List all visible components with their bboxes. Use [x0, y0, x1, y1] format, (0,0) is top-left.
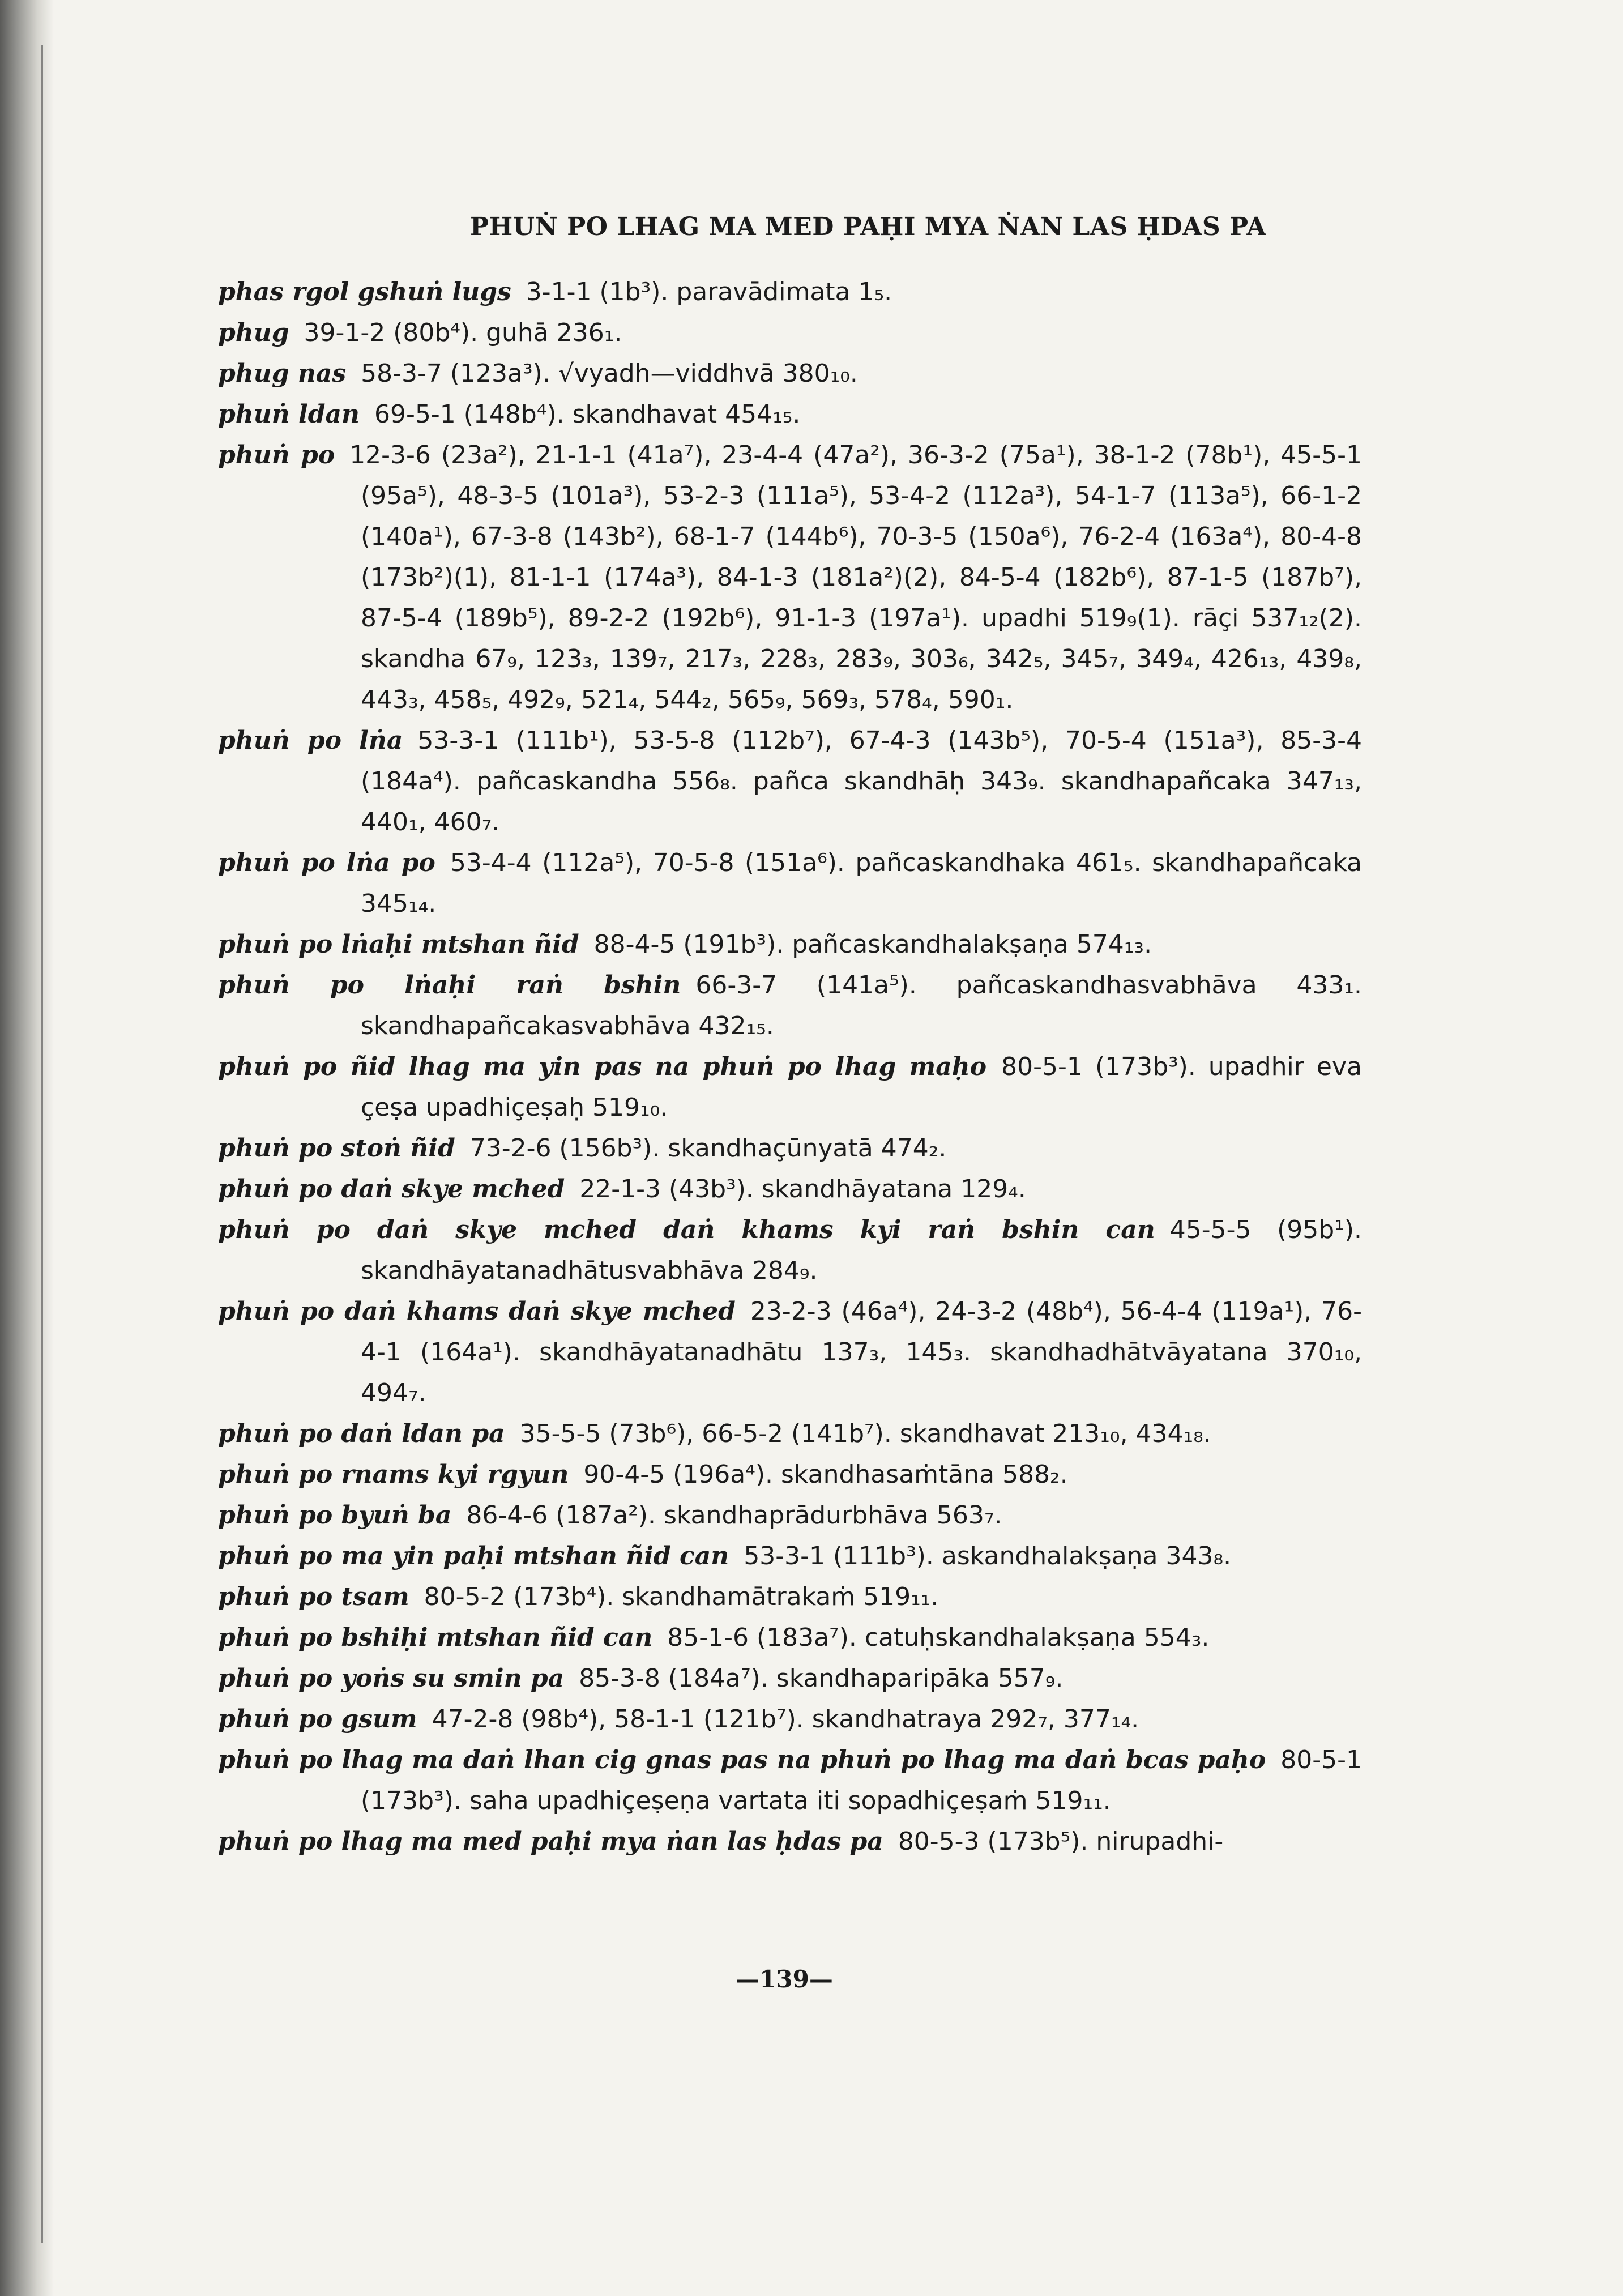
dictionary-entry	[218, 394, 1362, 435]
entry-references: 86-4-6 (187a²). skandhaprādurbhāva 563₇.	[466, 1501, 1002, 1530]
entry-term: phuṅ po ñid lhag ma yin pas na phuṅ po lhag maḥo	[218, 1052, 987, 1081]
entry-references: 23-2-3 (46a⁴), 24-3-2 (48b⁴), 56-4-4 (119a¹), 76-4-1 (164a¹). skandhāyatanadhātu 137₃, 145₃. skandhadhātvāyatana 370₁₀, 494₇.	[361, 1297, 1362, 1407]
entry-references: 80-5-3 (173b⁵). nirupadhi-	[898, 1827, 1224, 1856]
entry-term: phuṅ po stoṅ ñid	[218, 1134, 455, 1163]
entry-references: 58-3-7 (123a³). √vyadh—viddhvā 380₁₀.	[361, 359, 858, 388]
entry-references: 39-1-2 (80b⁴). guhā 236₁.	[304, 318, 622, 347]
dictionary-entry	[218, 843, 1362, 924]
dictionary-entry	[218, 965, 1362, 1047]
entry-term: phuṅ po lṅa	[218, 726, 403, 755]
dictionary-entry	[218, 1536, 1362, 1577]
dictionary-entry	[218, 313, 1362, 353]
entry-term: phuṅ po rnams kyi rgyun	[218, 1460, 569, 1489]
entry-references: 90-4-5 (196a⁴). skandhasaṁtāna 588₂.	[583, 1460, 1068, 1489]
entry-references: 80-5-2 (173b⁴). skandhamātrakaṁ 519₁₁.	[424, 1582, 939, 1611]
dictionary-entry	[218, 1658, 1362, 1699]
entry-references: 47-2-8 (98b⁴), 58-1-1 (121b⁷). skandhatraya 292₇, 377₁₄.	[432, 1705, 1139, 1734]
dictionary-entry	[218, 272, 1362, 313]
entry-term: phuṅ po ma yin paḥi mtshan ñid can	[218, 1542, 729, 1571]
dictionary-entry	[218, 1454, 1362, 1495]
entry-term: phuṅ po lhag ma daṅ lhan cig gnas pas na phuṅ po lhag ma daṅ bcas paḥo	[218, 1746, 1266, 1774]
dictionary-entry	[218, 1618, 1362, 1658]
entry-term: phuṅ po lṅa po	[218, 848, 435, 877]
dictionary-entry	[218, 1047, 1362, 1128]
entry-references: 35-5-5 (73b⁶), 66-5-2 (141b⁷). skandhavat 213₁₀, 434₁₈.	[519, 1419, 1211, 1448]
dictionary-entry	[218, 720, 1362, 843]
dictionary-entry	[218, 353, 1362, 394]
entry-references: 3-1-1 (1b³). paravādimata 1₅.	[526, 278, 892, 306]
entry-references: 53-4-4 (112a⁵), 70-5-8 (151a⁶). pañcaskandhaka 461₅. skandhapañcaka 345₁₄.	[361, 848, 1362, 918]
entry-term: phug nas	[218, 359, 347, 388]
entry-term: phuṅ po bshiḥi mtshan ñid can	[218, 1623, 653, 1652]
entry-references: 69-5-1 (148b⁴). skandhavat 454₁₅.	[374, 400, 801, 429]
entry-term: phuṅ po daṅ skye mched	[218, 1175, 565, 1204]
dictionary-entry	[218, 435, 1362, 720]
dictionary-entry	[218, 1495, 1362, 1536]
entry-term: phuṅ po	[218, 441, 335, 470]
entry-term: phuṅ po daṅ khams daṅ skye mched	[218, 1297, 736, 1326]
page-header: PHUṄ PO LHAG MA MED PAḤI MYA ṄAN LAS ḤDAS PA	[470, 212, 1267, 241]
entry-term: phuṅ po lhag ma med paḥi mya ṅan las ḥdas pa	[218, 1827, 883, 1856]
entry-term: phuṅ po lṅaḥi raṅ bshin	[218, 971, 681, 1000]
entry-term: phuṅ po lṅaḥi mtshan ñid	[218, 930, 579, 959]
dictionary-entries	[218, 272, 1362, 1862]
entry-term: phuṅ po yoṅs su smin pa	[218, 1664, 565, 1693]
entry-references: 80-5-1 (173b³). saha upadhiçeṣeṇa vartata iti sopadhiçeṣaṁ 519₁₁.	[361, 1746, 1362, 1815]
entry-term: phuṅ po daṅ ldan pa	[218, 1419, 505, 1448]
entry-references: 53-3-1 (111b¹), 53-5-8 (112b⁷), 67-4-3 (143b⁵), 70-5-4 (151a³), 85-3-4 (184a⁴). pañcaskandha 556₈. pañca skandhāḥ 343₉. skandhapañcaka 347₁₃, 440₁, 460₇.	[361, 726, 1362, 837]
entry-references: 88-4-5 (191b³). pañcaskandhalakṣaṇa 574₁₃.	[593, 930, 1152, 959]
entry-references: 53-3-1 (111b³). askandhalakṣaṇa 343₈.	[744, 1542, 1232, 1571]
binding-edge-line	[41, 45, 43, 2243]
page-number: —139—	[736, 1965, 833, 1993]
dictionary-entry	[218, 1740, 1362, 1821]
entry-references: 73-2-6 (156b³). skandhaçūnyatā 474₂.	[469, 1134, 947, 1163]
entry-term: phuṅ po daṅ skye mched daṅ khams kyi raṅ bshin can	[218, 1215, 1155, 1244]
entry-references: 85-1-6 (183a⁷). catuḥskandhalakṣaṇa 554₃.	[667, 1623, 1210, 1652]
entry-references: 66-3-7 (141a⁵). pañcaskandhasvabhāva 433₁. skandhapañcakasvabhāva 432₁₅.	[361, 971, 1362, 1040]
entry-term: phuṅ ldan	[218, 400, 360, 429]
entry-references: 12-3-6 (23a²), 21-1-1 (41a⁷), 23-4-4 (47a²), 36-3-2 (75a¹), 38-1-2 (78b¹), 45-5-1 (95a⁵), 48-3-5 (101a³), 53-2-3 (111a⁵), 53-4-2 (112a³), 54-1-7 (113a⁵), 66-1-2 (140a¹), 67-3-8 (143b²), 68-1-7 (144b⁶), 70-3-5 (150a⁶), 76-2-4 (163a⁴), 80-4-8 (173b²)(1), 81-1-1 (174a³), 84-1-3 (181a²)(2), 84-5-4 (182b⁶), 87-1-5 (187b⁷), 87-5-4 (189b⁵), 89-2-2 (192b⁶), 91-1-3 (197a¹). upadhi 519₉(1). rāçi 537₁₂(2). skandha 67₉, 123₃, 139₇, 217₃, 228₃, 283₉, 303₆, 342₅, 345₇, 349₄, 426₁₃, 439₈, 443₃, 458₅, 492₉, 521₄, 544₂, 565₉, 569₃, 578₄, 590₁.	[349, 441, 1362, 714]
dictionary-entry	[218, 1699, 1362, 1740]
dictionary-entry	[218, 1210, 1362, 1291]
dictionary-entry	[218, 1128, 1362, 1169]
entry-term: phas rgol gshuṅ lugs	[218, 278, 511, 306]
dictionary-entry	[218, 1414, 1362, 1454]
dictionary-entry	[218, 1291, 1362, 1414]
dictionary-entry	[218, 924, 1362, 965]
page-binding-shadow	[0, 0, 54, 2296]
entry-references: 45-5-5 (95b¹). skandhāyatanadhātusvabhāva 284₉.	[361, 1215, 1362, 1285]
entry-references: 22-1-3 (43b³). skandhāyatana 129₄.	[579, 1175, 1026, 1204]
entry-term: phuṅ po byuṅ ba	[218, 1501, 452, 1530]
entry-term: phug	[218, 318, 289, 347]
entry-term: phuṅ po tsam	[218, 1582, 409, 1611]
dictionary-entry	[218, 1169, 1362, 1210]
entry-references: 85-3-8 (184a⁷). skandhaparipāka 557₉.	[579, 1664, 1064, 1693]
dictionary-entry	[218, 1577, 1362, 1618]
dictionary-entry	[218, 1821, 1362, 1862]
entry-term: phuṅ po gsum	[218, 1705, 417, 1734]
entry-references: 80-5-1 (173b³). upadhir eva çeṣa upadhiçeṣaḥ 519₁₀.	[361, 1052, 1362, 1122]
